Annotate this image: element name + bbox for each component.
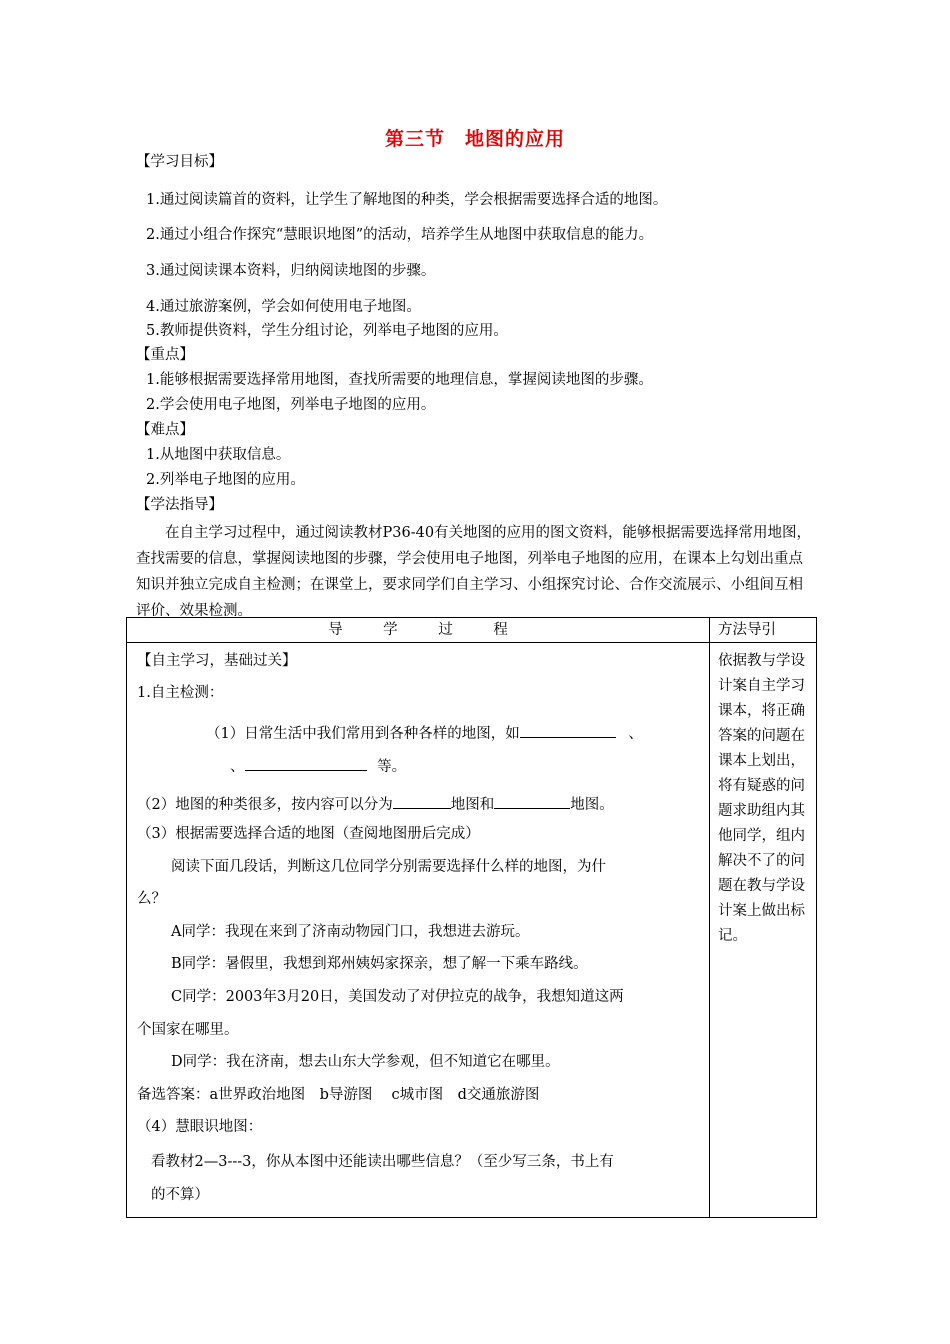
student-a: A同学：我现在来到了济南动物园门口，我想进去游玩。	[171, 924, 530, 940]
guide-column-header: 方法导引	[710, 618, 817, 643]
question-2-text-b: 地图和	[450, 797, 495, 813]
objective-item: 5.教师提供资料，学生分组讨论，列举电子地图的应用。	[146, 323, 508, 339]
key-point-item: 1.能够根据需要选择常用地图，查找所需要的地理信息，掌握阅读地图的步骤。	[146, 372, 653, 388]
page-title: 第三节 地图的应用	[384, 128, 565, 150]
key-point-item: 2.学会使用电子地图，列举电子地图的应用。	[146, 397, 436, 413]
student-c-cont: 个国家在哪里。	[137, 1022, 239, 1038]
guide-cell: 依据教与学设计案自主学习课本，将正确答案的问题在课本上划出，将有疑惑的问题求助组内其他同学，组内解决不了的问题在教与学设计案上做出标记。	[710, 643, 817, 1218]
objective-item: 4.通过旅游案例，学会如何使用电子地图。	[146, 299, 421, 315]
question-3: （3）根据需要选择合适的地图（查阅地图册后完成）	[137, 826, 480, 842]
student-d: D同学：我在济南，想去山东大学参观，但不知道它在哪里。	[171, 1054, 560, 1070]
question-4-text: 看教材2—3---3，你从本图中还能读出哪些信息？（至少写三条，书上有	[151, 1154, 614, 1170]
difficulty-item: 1.从地图中获取信息。	[146, 447, 291, 463]
answer-blank[interactable]	[520, 721, 616, 738]
question-2-text-c: 地图。	[570, 797, 614, 813]
student-c: C同学：2003年3月20日，美国发动了对伊拉克的战争，我想知道这两	[171, 989, 624, 1005]
question-2-text: （2）地图的种类很多，按内容可以分为	[137, 797, 393, 813]
question-1-prefix: 、	[230, 759, 245, 775]
key-points-heading: 【重点】	[136, 347, 194, 363]
question-1-suffix: 等。	[377, 759, 407, 775]
objectives-heading: 【学习目标】	[136, 154, 223, 170]
question-2	[137, 792, 614, 815]
process-column-header: 导 学 过 程	[127, 618, 710, 643]
difficulties-heading: 【难点】	[136, 422, 194, 438]
objective-item: 3.通过阅读课本资料，归纳阅读地图的步骤。	[146, 263, 436, 279]
method-paragraph: 在自主学习过程中，通过阅读教材P36-40有关地图的应用的图文资料，能够根据需要选择常用地图，查找需要的信息，掌握阅读地图的步骤，学会使用电子地图，列举电子地图的应用，在课本上勾划出重点知识并独立完成自主检测；在课堂上，要求同学们自主学习、小组探究讨论、合作交流展示、小组间互相评价、效果检测。	[136, 525, 812, 619]
self-test-label: 1.自主检测：	[137, 685, 224, 701]
difficulty-item: 2.列举电子地图的应用。	[146, 472, 305, 488]
question-1-separator: 、	[628, 726, 643, 742]
answer-blank[interactable]	[245, 754, 367, 771]
process-cell	[127, 643, 710, 1218]
objective-item: 1.通过阅读篇首的资料，让学生了解地图的种类，学会根据需要选择合适的地图。	[146, 192, 668, 208]
answer-blank[interactable]	[393, 792, 451, 809]
student-b: B同学：暑假里，我想到郑州姨妈家探亲，想了解一下乘车路线。	[171, 956, 588, 972]
section-title: 【自主学习，基础过关】	[137, 653, 297, 669]
question-1-line-2	[230, 754, 406, 777]
answer-options: 备选答案：a世界政治地图 b导游图 c城市图 d交通旅游图	[137, 1087, 540, 1103]
question-3-intro: 阅读下面几段话，判断这几位同学分别需要选择什么样的地图，为什	[171, 859, 606, 875]
study-process-table	[126, 617, 817, 1218]
question-4-text-cont: 的不算）	[151, 1187, 209, 1203]
method-heading: 【学法指导】	[136, 497, 223, 513]
question-1-text: （1）日常生活中我们常用到各种各样的地图，如	[206, 726, 520, 742]
objective-item: 2.通过小组合作探究“慧眼识地图”的活动，培养学生从地图中获取信息的能力。	[146, 227, 654, 243]
question-4: （4）慧眼识地图：	[137, 1119, 263, 1135]
question-3-intro-cont: 么？	[137, 891, 166, 907]
answer-blank[interactable]	[494, 792, 570, 809]
question-1-line-1	[206, 721, 643, 744]
